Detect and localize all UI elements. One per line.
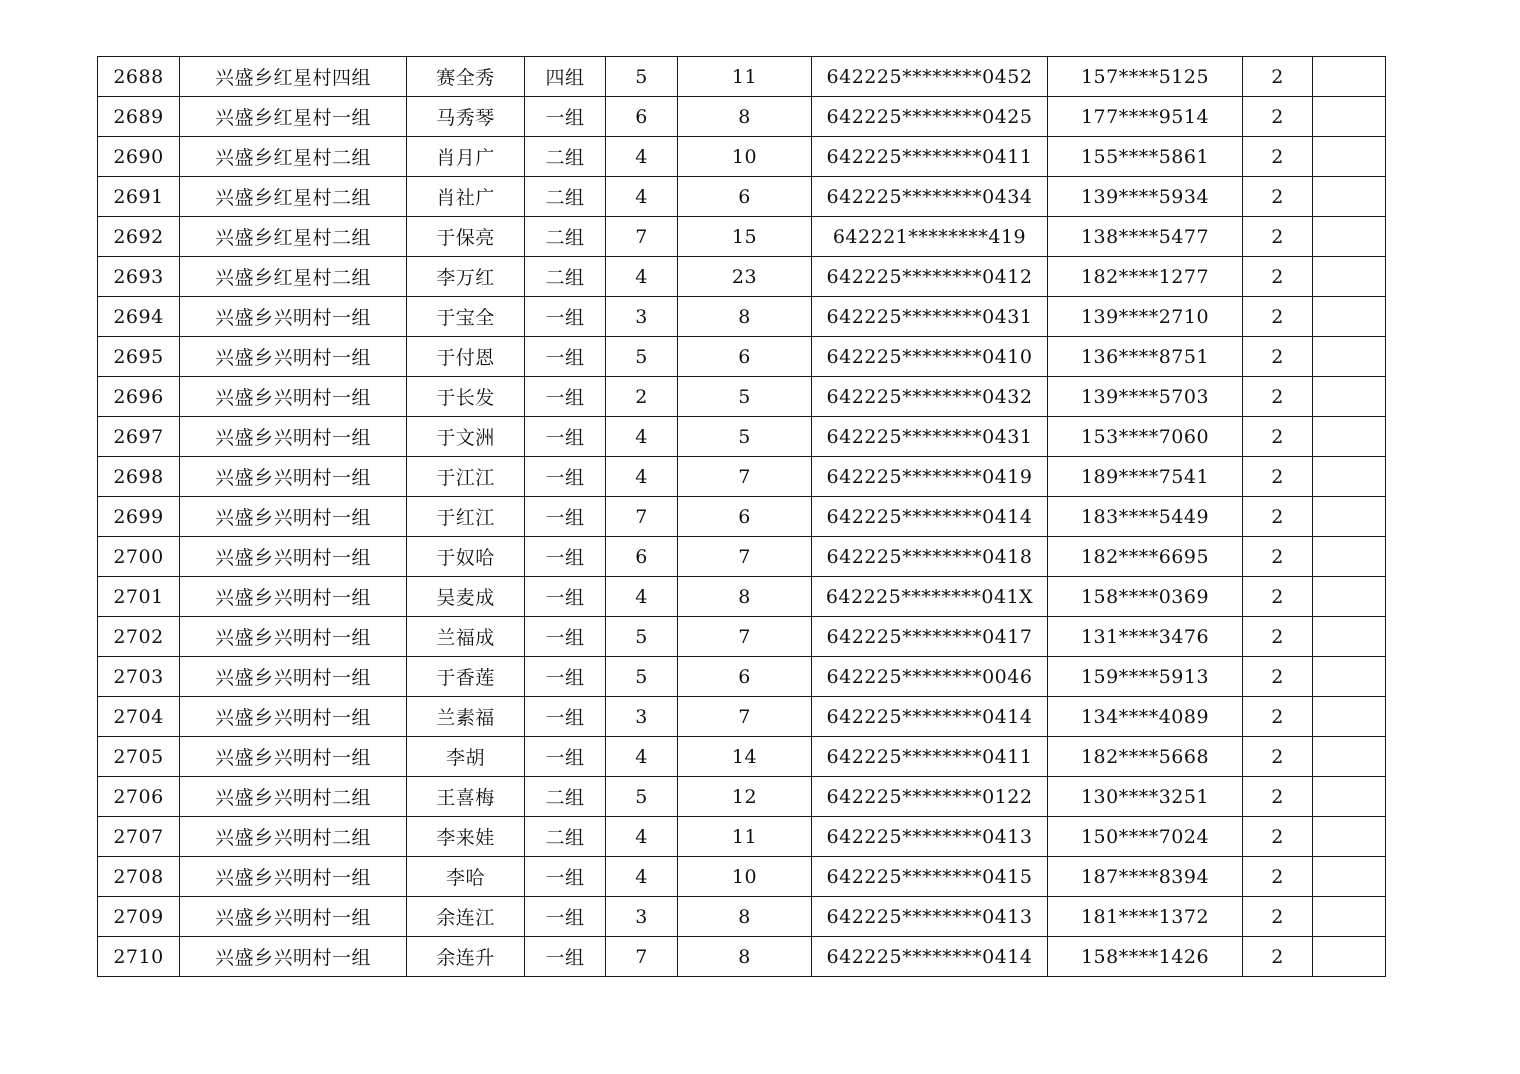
id-number-cell: 642225********0414	[812, 937, 1048, 977]
count-b-cell: 8	[678, 297, 812, 337]
count-a-cell: 4	[606, 577, 678, 617]
group-cell: 一组	[525, 297, 606, 337]
count-c-cell: 2	[1243, 417, 1313, 457]
id-number-cell: 642225********0431	[812, 297, 1048, 337]
group-cell: 一组	[525, 97, 606, 137]
group-cell: 二组	[525, 137, 606, 177]
count-c-cell: 2	[1243, 257, 1313, 297]
name-cell: 肖社广	[407, 177, 525, 217]
name-cell: 马秀琴	[407, 97, 525, 137]
serial-number-cell: 2691	[98, 177, 180, 217]
group-cell: 二组	[525, 217, 606, 257]
phone-cell: 136****8751	[1048, 337, 1243, 377]
table-row	[98, 897, 1386, 937]
count-a-cell: 5	[606, 617, 678, 657]
group-cell: 二组	[525, 777, 606, 817]
phone-cell: 182****1277	[1048, 257, 1243, 297]
name-cell: 于付恩	[407, 337, 525, 377]
roster-table	[97, 56, 1386, 977]
name-cell: 于江江	[407, 457, 525, 497]
phone-cell: 181****1372	[1048, 897, 1243, 937]
count-c-cell: 2	[1243, 857, 1313, 897]
group-cell: 二组	[525, 257, 606, 297]
serial-number-cell: 2707	[98, 817, 180, 857]
serial-number-cell: 2692	[98, 217, 180, 257]
table-row	[98, 97, 1386, 137]
address-cell: 兴盛乡兴明村二组	[180, 817, 407, 857]
count-a-cell: 7	[606, 217, 678, 257]
group-cell: 二组	[525, 817, 606, 857]
id-number-cell: 642225********0425	[812, 97, 1048, 137]
name-cell: 李来娃	[407, 817, 525, 857]
id-number-cell: 642225********0415	[812, 857, 1048, 897]
count-a-cell: 4	[606, 257, 678, 297]
serial-number-cell: 2701	[98, 577, 180, 617]
count-a-cell: 4	[606, 737, 678, 777]
note-cell	[1313, 257, 1386, 297]
name-cell: 于宝全	[407, 297, 525, 337]
name-cell: 李万红	[407, 257, 525, 297]
serial-number-cell: 2700	[98, 537, 180, 577]
count-a-cell: 5	[606, 657, 678, 697]
count-b-cell: 7	[678, 697, 812, 737]
table-row	[98, 217, 1386, 257]
id-number-cell: 642225********0431	[812, 417, 1048, 457]
name-cell: 李哈	[407, 857, 525, 897]
count-b-cell: 8	[678, 577, 812, 617]
serial-number-cell: 2699	[98, 497, 180, 537]
table-row	[98, 177, 1386, 217]
phone-cell: 183****5449	[1048, 497, 1243, 537]
address-cell: 兴盛乡兴明村一组	[180, 857, 407, 897]
address-cell: 兴盛乡兴明村一组	[180, 537, 407, 577]
count-c-cell: 2	[1243, 617, 1313, 657]
note-cell	[1313, 537, 1386, 577]
count-c-cell: 2	[1243, 697, 1313, 737]
count-b-cell: 12	[678, 777, 812, 817]
count-c-cell: 2	[1243, 937, 1313, 977]
address-cell: 兴盛乡红星村二组	[180, 177, 407, 217]
id-number-cell: 642225********0432	[812, 377, 1048, 417]
name-cell: 余连江	[407, 897, 525, 937]
count-a-cell: 4	[606, 137, 678, 177]
count-a-cell: 4	[606, 817, 678, 857]
note-cell	[1313, 337, 1386, 377]
id-number-cell: 642225********0414	[812, 697, 1048, 737]
count-c-cell: 2	[1243, 657, 1313, 697]
count-a-cell: 3	[606, 897, 678, 937]
note-cell	[1313, 297, 1386, 337]
note-cell	[1313, 937, 1386, 977]
phone-cell: 187****8394	[1048, 857, 1243, 897]
name-cell: 兰素福	[407, 697, 525, 737]
id-number-cell: 642225********041X	[812, 577, 1048, 617]
count-b-cell: 6	[678, 337, 812, 377]
count-b-cell: 6	[678, 657, 812, 697]
table-row	[98, 817, 1386, 857]
address-cell: 兴盛乡红星村二组	[180, 217, 407, 257]
table-row	[98, 257, 1386, 297]
address-cell: 兴盛乡兴明村一组	[180, 297, 407, 337]
id-number-cell: 642225********0452	[812, 57, 1048, 97]
id-number-cell: 642225********0411	[812, 737, 1048, 777]
table-row	[98, 417, 1386, 457]
name-cell: 于文洲	[407, 417, 525, 457]
table-row	[98, 497, 1386, 537]
group-cell: 四组	[525, 57, 606, 97]
count-b-cell: 10	[678, 857, 812, 897]
note-cell	[1313, 377, 1386, 417]
phone-cell: 138****5477	[1048, 217, 1243, 257]
id-number-cell: 642221********419	[812, 217, 1048, 257]
table-row	[98, 777, 1386, 817]
group-cell: 一组	[525, 657, 606, 697]
count-a-cell: 4	[606, 857, 678, 897]
phone-cell: 139****5934	[1048, 177, 1243, 217]
table-row	[98, 857, 1386, 897]
serial-number-cell: 2697	[98, 417, 180, 457]
address-cell: 兴盛乡兴明村一组	[180, 697, 407, 737]
note-cell	[1313, 177, 1386, 217]
name-cell: 于奴哈	[407, 537, 525, 577]
note-cell	[1313, 137, 1386, 177]
count-a-cell: 4	[606, 457, 678, 497]
name-cell: 肖月广	[407, 137, 525, 177]
note-cell	[1313, 777, 1386, 817]
group-cell: 一组	[525, 337, 606, 377]
count-b-cell: 5	[678, 417, 812, 457]
count-c-cell: 2	[1243, 337, 1313, 377]
address-cell: 兴盛乡兴明村一组	[180, 897, 407, 937]
address-cell: 兴盛乡兴明村一组	[180, 337, 407, 377]
phone-cell: 182****5668	[1048, 737, 1243, 777]
count-b-cell: 15	[678, 217, 812, 257]
note-cell	[1313, 697, 1386, 737]
note-cell	[1313, 897, 1386, 937]
group-cell: 一组	[525, 697, 606, 737]
serial-number-cell: 2688	[98, 57, 180, 97]
serial-number-cell: 2694	[98, 297, 180, 337]
count-c-cell: 2	[1243, 777, 1313, 817]
phone-cell: 159****5913	[1048, 657, 1243, 697]
id-number-cell: 642225********0418	[812, 537, 1048, 577]
group-cell: 一组	[525, 497, 606, 537]
phone-cell: 182****6695	[1048, 537, 1243, 577]
address-cell: 兴盛乡红星村二组	[180, 257, 407, 297]
name-cell: 于香莲	[407, 657, 525, 697]
count-c-cell: 2	[1243, 537, 1313, 577]
group-cell: 一组	[525, 617, 606, 657]
count-c-cell: 2	[1243, 377, 1313, 417]
count-c-cell: 2	[1243, 457, 1313, 497]
table-row	[98, 937, 1386, 977]
serial-number-cell: 2710	[98, 937, 180, 977]
address-cell: 兴盛乡兴明村一组	[180, 937, 407, 977]
serial-number-cell: 2709	[98, 897, 180, 937]
note-cell	[1313, 857, 1386, 897]
count-a-cell: 6	[606, 537, 678, 577]
id-number-cell: 642225********0411	[812, 137, 1048, 177]
address-cell: 兴盛乡兴明村一组	[180, 457, 407, 497]
serial-number-cell: 2703	[98, 657, 180, 697]
id-number-cell: 642225********0413	[812, 817, 1048, 857]
serial-number-cell: 2705	[98, 737, 180, 777]
serial-number-cell: 2706	[98, 777, 180, 817]
phone-cell: 134****4089	[1048, 697, 1243, 737]
table-row	[98, 657, 1386, 697]
note-cell	[1313, 617, 1386, 657]
phone-cell: 177****9514	[1048, 97, 1243, 137]
serial-number-cell: 2696	[98, 377, 180, 417]
note-cell	[1313, 737, 1386, 777]
count-c-cell: 2	[1243, 57, 1313, 97]
group-cell: 一组	[525, 857, 606, 897]
count-c-cell: 2	[1243, 137, 1313, 177]
count-a-cell: 7	[606, 937, 678, 977]
table-row	[98, 337, 1386, 377]
id-number-cell: 642225********0122	[812, 777, 1048, 817]
group-cell: 一组	[525, 417, 606, 457]
count-a-cell: 3	[606, 697, 678, 737]
phone-cell: 155****5861	[1048, 137, 1243, 177]
address-cell: 兴盛乡兴明村一组	[180, 577, 407, 617]
count-c-cell: 2	[1243, 577, 1313, 617]
group-cell: 一组	[525, 537, 606, 577]
name-cell: 李胡	[407, 737, 525, 777]
count-b-cell: 11	[678, 817, 812, 857]
note-cell	[1313, 57, 1386, 97]
table-row	[98, 137, 1386, 177]
count-b-cell: 6	[678, 497, 812, 537]
count-b-cell: 7	[678, 457, 812, 497]
count-a-cell: 4	[606, 417, 678, 457]
phone-cell: 139****2710	[1048, 297, 1243, 337]
count-a-cell: 5	[606, 777, 678, 817]
phone-cell: 189****7541	[1048, 457, 1243, 497]
roster-body	[98, 57, 1386, 977]
count-a-cell: 6	[606, 97, 678, 137]
phone-cell: 153****7060	[1048, 417, 1243, 457]
count-a-cell: 5	[606, 337, 678, 377]
count-b-cell: 8	[678, 97, 812, 137]
count-b-cell: 7	[678, 537, 812, 577]
address-cell: 兴盛乡红星村二组	[180, 137, 407, 177]
serial-number-cell: 2695	[98, 337, 180, 377]
id-number-cell: 642225********0417	[812, 617, 1048, 657]
count-b-cell: 6	[678, 177, 812, 217]
count-a-cell: 4	[606, 177, 678, 217]
address-cell: 兴盛乡兴明村二组	[180, 777, 407, 817]
count-c-cell: 2	[1243, 177, 1313, 217]
group-cell: 一组	[525, 377, 606, 417]
note-cell	[1313, 217, 1386, 257]
note-cell	[1313, 97, 1386, 137]
id-number-cell: 642225********0434	[812, 177, 1048, 217]
id-number-cell: 642225********0419	[812, 457, 1048, 497]
name-cell: 于保亮	[407, 217, 525, 257]
roster-sheet	[97, 56, 1386, 977]
serial-number-cell: 2704	[98, 697, 180, 737]
phone-cell: 158****1426	[1048, 937, 1243, 977]
serial-number-cell: 2690	[98, 137, 180, 177]
count-b-cell: 10	[678, 137, 812, 177]
count-c-cell: 2	[1243, 497, 1313, 537]
note-cell	[1313, 417, 1386, 457]
phone-cell: 150****7024	[1048, 817, 1243, 857]
count-a-cell: 3	[606, 297, 678, 337]
count-b-cell: 5	[678, 377, 812, 417]
phone-cell: 130****3251	[1048, 777, 1243, 817]
group-cell: 一组	[525, 897, 606, 937]
serial-number-cell: 2708	[98, 857, 180, 897]
group-cell: 一组	[525, 577, 606, 617]
address-cell: 兴盛乡红星村一组	[180, 97, 407, 137]
count-a-cell: 2	[606, 377, 678, 417]
count-c-cell: 2	[1243, 97, 1313, 137]
count-c-cell: 2	[1243, 817, 1313, 857]
note-cell	[1313, 497, 1386, 537]
name-cell: 于长发	[407, 377, 525, 417]
phone-cell: 158****0369	[1048, 577, 1243, 617]
table-row	[98, 297, 1386, 337]
name-cell: 赛全秀	[407, 57, 525, 97]
count-b-cell: 23	[678, 257, 812, 297]
group-cell: 一组	[525, 737, 606, 777]
count-a-cell: 5	[606, 57, 678, 97]
table-row	[98, 377, 1386, 417]
note-cell	[1313, 657, 1386, 697]
serial-number-cell: 2693	[98, 257, 180, 297]
count-c-cell: 2	[1243, 297, 1313, 337]
serial-number-cell: 2698	[98, 457, 180, 497]
id-number-cell: 642225********0414	[812, 497, 1048, 537]
note-cell	[1313, 817, 1386, 857]
note-cell	[1313, 457, 1386, 497]
address-cell: 兴盛乡兴明村一组	[180, 657, 407, 697]
address-cell: 兴盛乡兴明村一组	[180, 617, 407, 657]
id-number-cell: 642225********0046	[812, 657, 1048, 697]
address-cell: 兴盛乡兴明村一组	[180, 417, 407, 457]
count-b-cell: 7	[678, 617, 812, 657]
serial-number-cell: 2702	[98, 617, 180, 657]
table-row	[98, 697, 1386, 737]
address-cell: 兴盛乡红星村四组	[180, 57, 407, 97]
phone-cell: 139****5703	[1048, 377, 1243, 417]
count-c-cell: 2	[1243, 217, 1313, 257]
address-cell: 兴盛乡兴明村一组	[180, 497, 407, 537]
serial-number-cell: 2689	[98, 97, 180, 137]
table-row	[98, 577, 1386, 617]
table-row	[98, 57, 1386, 97]
table-row	[98, 537, 1386, 577]
group-cell: 一组	[525, 937, 606, 977]
address-cell: 兴盛乡兴明村一组	[180, 737, 407, 777]
phone-cell: 157****5125	[1048, 57, 1243, 97]
count-b-cell: 8	[678, 897, 812, 937]
group-cell: 二组	[525, 177, 606, 217]
count-a-cell: 7	[606, 497, 678, 537]
note-cell	[1313, 577, 1386, 617]
name-cell: 吴麦成	[407, 577, 525, 617]
table-row	[98, 617, 1386, 657]
name-cell: 于红江	[407, 497, 525, 537]
table-row	[98, 457, 1386, 497]
id-number-cell: 642225********0412	[812, 257, 1048, 297]
table-row	[98, 737, 1386, 777]
address-cell: 兴盛乡兴明村一组	[180, 377, 407, 417]
count-b-cell: 8	[678, 937, 812, 977]
phone-cell: 131****3476	[1048, 617, 1243, 657]
id-number-cell: 642225********0410	[812, 337, 1048, 377]
name-cell: 余连升	[407, 937, 525, 977]
count-b-cell: 14	[678, 737, 812, 777]
count-c-cell: 2	[1243, 737, 1313, 777]
id-number-cell: 642225********0413	[812, 897, 1048, 937]
count-c-cell: 2	[1243, 897, 1313, 937]
name-cell: 兰福成	[407, 617, 525, 657]
count-b-cell: 11	[678, 57, 812, 97]
group-cell: 一组	[525, 457, 606, 497]
name-cell: 王喜梅	[407, 777, 525, 817]
